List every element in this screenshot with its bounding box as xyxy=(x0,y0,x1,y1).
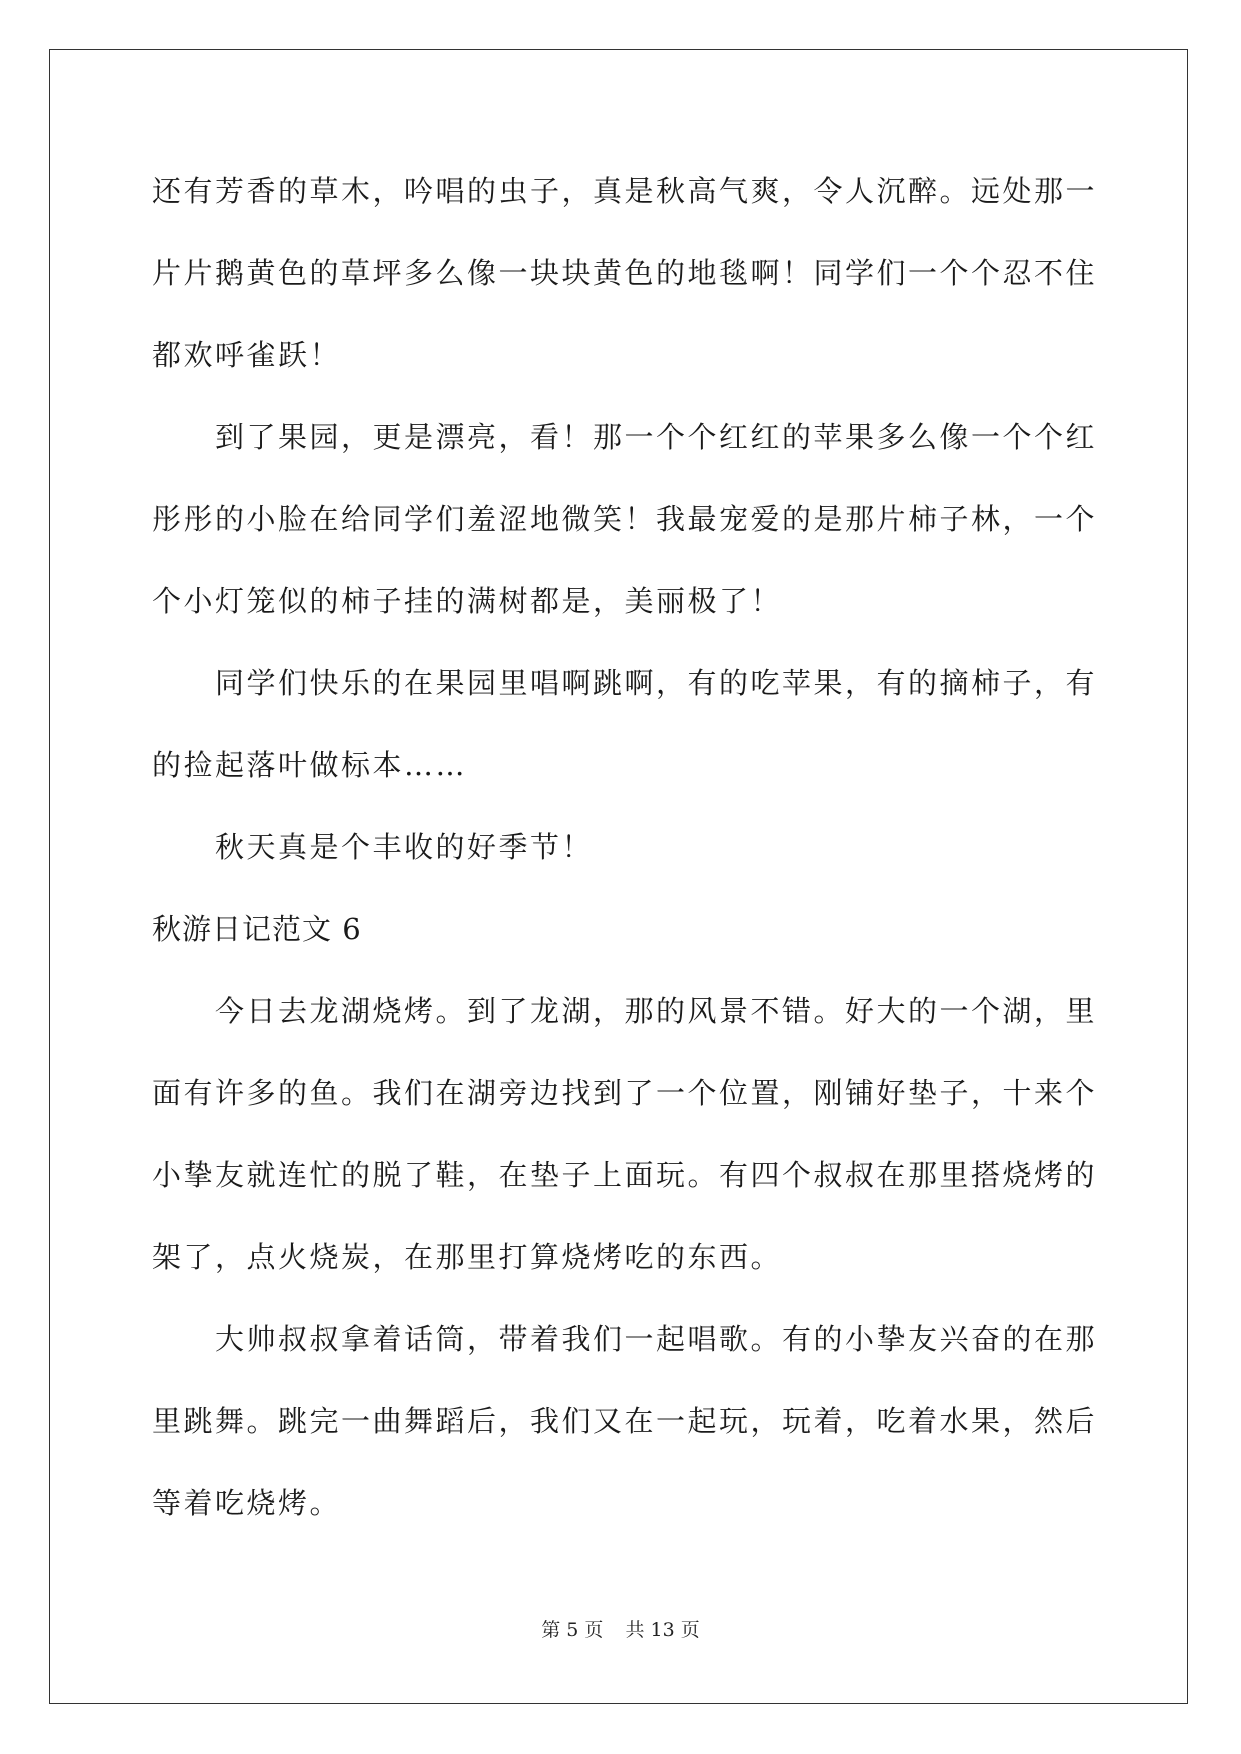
text-line: 小挚友就连忙的脱了鞋，在垫子上面玩。有四个叔叔在那里搭烧烤的 xyxy=(152,1158,1098,1192)
page-number: 第 5 页 xyxy=(541,1619,604,1641)
text-line: 架了，点火烧炭，在那里打算烧烤吃的东西。 xyxy=(152,1240,783,1274)
document-body xyxy=(152,150,1098,1544)
text-line: 里跳舞。跳完一曲舞蹈后，我们又在一起玩，玩着，吃着水果，然后 xyxy=(152,1404,1098,1438)
text-line: 片片鹅黄色的草坪多么像一块块黄色的地毯啊！同学们一个个忍不住 xyxy=(152,256,1098,290)
text-line: 还有芳香的草木，吟唱的虫子，真是秋高气爽，令人沉醉。远处那一 xyxy=(152,174,1098,208)
text-line: 大帅叔叔拿着话筒，带着我们一起唱歌。有的小挚友兴奋的在那 xyxy=(215,1322,1098,1356)
page-total: 共 13 页 xyxy=(625,1619,700,1641)
text-line: 同学们快乐的在果园里唱啊跳啊，有的吃苹果，有的摘柿子，有 xyxy=(215,666,1098,700)
text-line: 的捡起落叶做标本…… xyxy=(152,748,468,782)
text-line: 到了果园，更是漂亮，看！那一个个红红的苹果多么像一个个红 xyxy=(215,420,1098,454)
text-line: 个小灯笼似的柿子挂的满树都是，美丽极了！ xyxy=(152,584,783,618)
text-line: 秋天真是个丰收的好季节！ xyxy=(215,830,594,864)
text-line: 彤彤的小脸在给同学们羞涩地微笑！我最宠爱的是那片柿子林，一个 xyxy=(152,502,1098,536)
text-line: 今日去龙湖烧烤。到了龙湖，那的风景不错。好大的一个湖，里 xyxy=(215,994,1098,1028)
text-line: 都欢呼雀跃！ xyxy=(152,338,342,372)
text-line: 面有许多的鱼。我们在湖旁边找到了一个位置，刚铺好垫子，十来个 xyxy=(152,1076,1098,1110)
section-heading: 秋游日记范文 6 xyxy=(152,912,362,946)
text-line: 等着吃烧烤。 xyxy=(152,1486,342,1520)
page-footer xyxy=(0,1615,1241,1642)
